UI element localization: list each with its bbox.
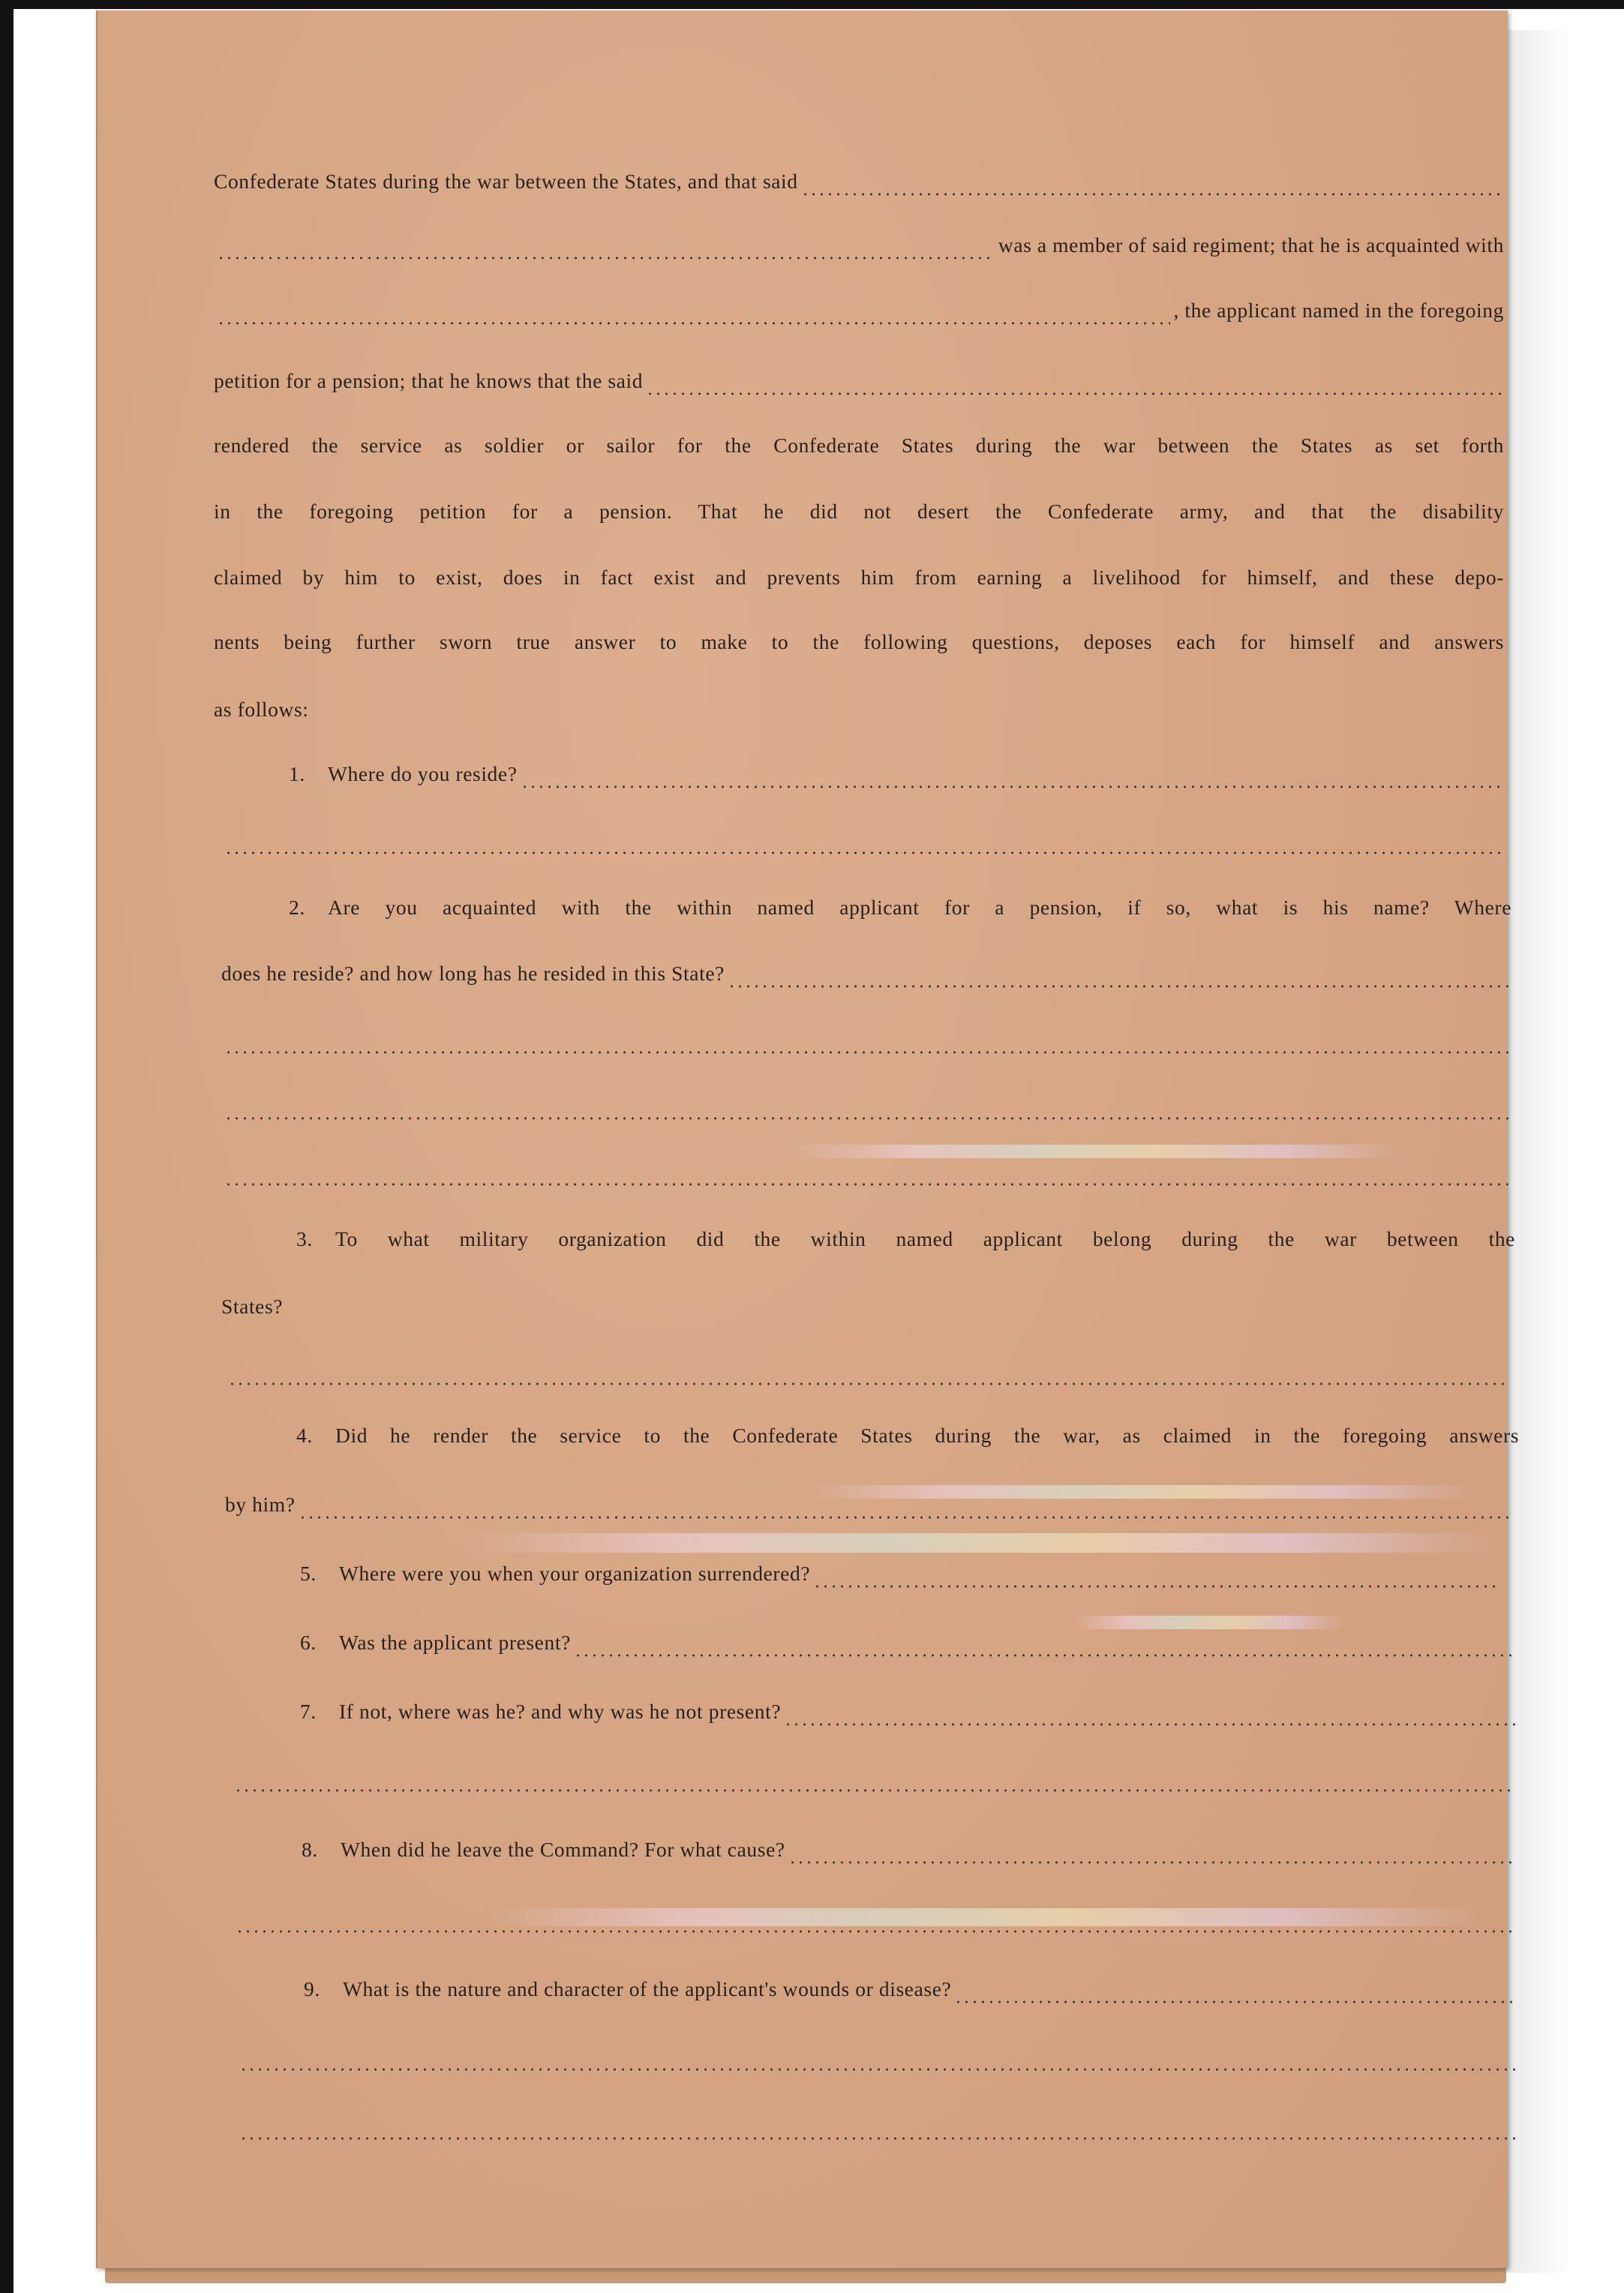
question-9: 9. What is the nature and character of the applicant's wounds or disease? [304,1977,1519,2010]
scan-glare [810,1485,1470,1499]
question-6: 6. Was the applicant present? [300,1631,1519,1664]
dotted-leader[interactable] [236,1930,1516,1933]
dotted-leader[interactable] [224,1051,1508,1054]
preamble-line-6: in the foregoing petition for a pension. That he did not desert the Confederate army, and that the disability [214,500,1504,523]
preamble-line-7: claimed by him to exist, does in fact exist and prevents him from earning a livelihood for himself, and these depo- [214,566,1504,589]
scan-glare [788,1145,1403,1158]
question-4-continued: by him? [225,1493,1515,1526]
answer-field-q8[interactable] [788,1861,1516,1864]
preamble-line-3: , the applicant named in the foregoing [214,299,1504,332]
scan-glare [1073,1616,1343,1629]
dotted-leader[interactable] [224,1183,1508,1186]
answer-field-q6[interactable] [574,1654,1516,1657]
dotted-leader[interactable] [224,851,1501,854]
dotted-leader[interactable] [217,257,995,260]
dotted-leader[interactable] [228,1382,1508,1385]
scan-glare [488,1908,1478,1926]
answer-line-q9-2[interactable] [236,2114,1519,2147]
answer-field-q9[interactable] [954,2000,1516,2003]
preamble-line-2: was a member of said regiment; that he is acquainted with [214,233,1504,266]
answer-line-q2-2[interactable] [221,1094,1511,1127]
question-2-continued: does he reside? and how long has he resided in this State? [221,962,1511,995]
scanner-edge-left [0,0,14,2293]
question-2: 2. Are you acquainted with the within named applicant for a pension, if so, what is his name? Where [289,896,1511,919]
answer-field-q2[interactable] [728,985,1508,988]
dotted-leader[interactable] [224,1117,1508,1120]
question-7: 7. If not, where was he? and why was he not present? [300,1700,1519,1733]
question-1: 1. Where do you reside? [289,762,1504,795]
dotted-leader[interactable] [234,1789,1516,1792]
dotted-leader[interactable] [801,193,1501,196]
answer-line-q1[interactable] [221,828,1504,861]
preamble-line-1: Confederate States during the war between the States, and that said [214,170,1504,203]
answer-field-q4[interactable] [299,1516,1512,1519]
answer-field-q1[interactable] [521,785,1501,788]
answer-field-q5[interactable] [813,1585,1501,1588]
preamble-line-5: rendered the service as soldier or sailor for the Confederate States during the war between the States as set forth [214,434,1504,457]
preamble-line-4: petition for a pension; that he knows that the said [214,369,1504,402]
dotted-leader[interactable] [217,322,1170,325]
dotted-leader[interactable] [239,2068,1516,2071]
preamble-line-9: as follows: [214,698,309,721]
dotted-leader[interactable] [239,2137,1516,2140]
answer-line-q9-1[interactable] [236,2045,1519,2078]
question-8: 8. When did he leave the Command? For what cause? [302,1838,1519,1871]
question-4: 4. Did he render the service to the Confederate States during the war, as claimed in the foregoing answers [296,1424,1519,1447]
answer-line-q2-1[interactable] [221,1028,1511,1061]
answer-field-q7[interactable] [784,1723,1516,1726]
scanner-edge-top [0,0,1624,9]
answer-line-q3[interactable] [225,1359,1511,1392]
dotted-leader[interactable] [646,392,1501,395]
answer-line-q2-3[interactable] [221,1160,1511,1193]
question-3-continued: States? [221,1295,284,1318]
document-page [96,11,1519,2268]
question-3: 3. To what military organization did the within named applicant belong during the war between the [296,1227,1515,1250]
question-5: 5. Where were you when your organization surrendered? [300,1562,1504,1595]
preamble-line-8: nents being further sworn true answer to make to the following questions, deposes each for himself and answers [214,630,1504,653]
answer-line-q7[interactable] [231,1766,1519,1799]
scan-glare [473,1533,1493,1553]
